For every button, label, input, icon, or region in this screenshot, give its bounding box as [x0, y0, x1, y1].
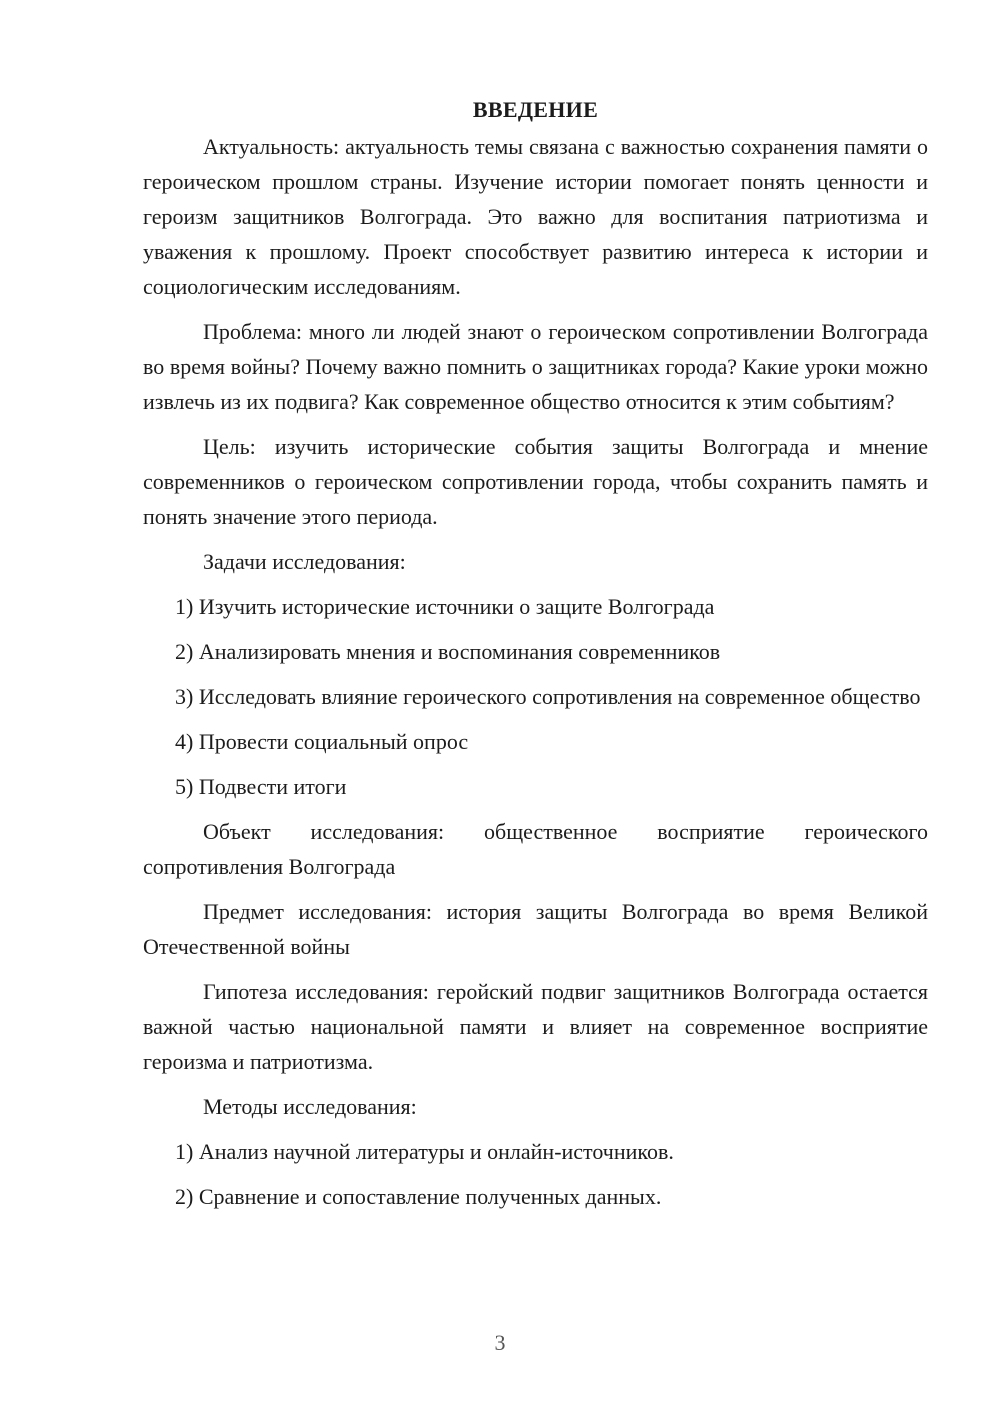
task-item: 3) Исследовать влияние героического сопротивления на современное общество	[175, 684, 921, 709]
problem-paragraph: Проблема: много ли людей знают о героическом сопротивлении Волгограда во время войны? Почему важно помнить о защитниках города? Какие уроки можно извлечь из их подвига? Как современное общество относится к этим событиям?	[143, 319, 928, 414]
document-page	[143, 92, 928, 1224]
document-title: ВВЕДЕНИЕ	[472, 97, 599, 122]
method-item: 2) Сравнение и сопоставление полученных данных.	[175, 1184, 662, 1209]
object-paragraph: Объект исследования: общественное восприятие героического сопротивления Волгограда	[143, 819, 928, 879]
relevance-paragraph: Актуальность: актуальность темы связана с важностью сохранения памяти о героическом прошлом страны. Изучение истории помогает понять ценности и героизм защитников Волгограда. Это важно для воспитания патриотизма и уважения к прошлому. Проект способствует развитию интереса к истории и социологическим исследованиям.	[143, 134, 928, 299]
methods-heading: Методы исследования:	[203, 1094, 417, 1119]
page-number: 3	[494, 1330, 506, 1355]
task-item: 4) Провести социальный опрос	[175, 729, 469, 754]
task-item: 2) Анализировать мнения и воспоминания современников	[175, 639, 721, 664]
task-item: 1) Изучить исторические источники о защите Волгограда	[175, 594, 715, 619]
subject-paragraph: Предмет исследования: история защиты Волгограда во время Великой Отечественной войны	[143, 899, 928, 959]
goal-paragraph: Цель: изучить исторические события защиты Волгограда и мнение современников о героическом сопротивлении города, чтобы сохранить память и понять значение этого периода.	[143, 434, 928, 529]
method-item: 1) Анализ научной литературы и онлайн-источников.	[175, 1139, 674, 1164]
task-item: 5) Подвести итоги	[175, 774, 347, 799]
tasks-heading: Задачи исследования:	[203, 549, 406, 574]
hypothesis-paragraph: Гипотеза исследования: геройский подвиг защитников Волгограда остается важной частью национальной памяти и влияет на современное восприятие героизма и патриотизма.	[143, 979, 928, 1074]
